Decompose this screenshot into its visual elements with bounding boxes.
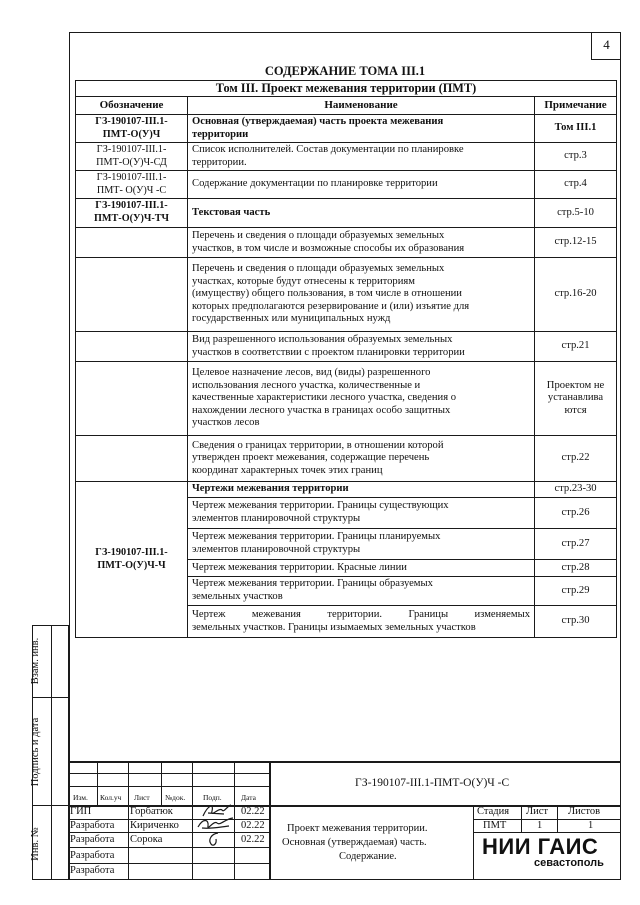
table-row xyxy=(76,482,617,498)
table-row xyxy=(76,199,617,228)
note-cell: стр.16-20 xyxy=(535,258,617,332)
designation-cell xyxy=(76,362,188,436)
note-cell: стр.26 xyxy=(535,498,617,529)
name-cell: Вид разрешенного использования образуемых земельных участков в соответствии с проектом планировки территории xyxy=(188,332,535,362)
note-cell: стр.28 xyxy=(535,560,617,577)
sheet-header: Лист xyxy=(526,806,548,817)
signer-name: Кириченко xyxy=(130,820,179,831)
name-cell: Содержание документации по планировке территории xyxy=(188,171,535,199)
volume-header: Том III. Проект межевания территории (ПМТ) xyxy=(76,81,617,97)
company-logo xyxy=(482,834,612,872)
designation-cell xyxy=(76,258,188,332)
column-header-note: Примечание xyxy=(535,97,617,115)
revision-header-sheet: Лист xyxy=(134,793,150,802)
revision-header-doc-number: №док. xyxy=(165,793,186,802)
signer-date: 02.22 xyxy=(241,806,265,817)
note-cell: стр.12-15 xyxy=(535,228,617,258)
sheet-value: 1 xyxy=(537,820,543,831)
designation-cell xyxy=(76,332,188,362)
document-name-line: Содержание. xyxy=(339,851,397,862)
name-cell: Целевое назначение лесов, вид (виды) разрешенного использования лесного участка, количественные и качественные характеристики лесного участка, сведения о нахождении лесного участка в границах особо защитных участков лесов xyxy=(188,362,535,436)
signer-role: ГИП xyxy=(70,806,92,817)
document-code: ГЗ-190107-III.1-ПМТ-О(У)Ч -С xyxy=(355,777,510,789)
designation-cell: ГЗ-190107-III.1- ПМТ- О(У)Ч -С xyxy=(76,171,188,199)
table-row xyxy=(76,436,617,482)
name-cell: Текстовая часть xyxy=(188,199,535,228)
table-row xyxy=(76,115,617,143)
note-cell: стр.3 xyxy=(535,143,617,171)
note-cell: стр.5-10 xyxy=(535,199,617,228)
revision-header-date: Дата xyxy=(241,793,256,802)
designation-cell: ГЗ-190107-III.1- ПМТ-О(У)Ч xyxy=(76,115,188,143)
logo-main-text: НИИ ГАИС xyxy=(482,834,599,859)
note-cell: стр.4 xyxy=(535,171,617,199)
page-number: 4 xyxy=(591,32,621,60)
signer-date: 02.22 xyxy=(241,820,265,831)
table-row xyxy=(76,228,617,258)
name-cell: Чертежи межевания территории xyxy=(188,482,535,498)
sheets-header: Листов xyxy=(568,806,601,817)
replacement-inventory-label: Взам. инв. xyxy=(30,637,41,685)
note-cell: стр.22 xyxy=(535,436,617,482)
note-cell: Проектом не устанавлива ются xyxy=(535,362,617,436)
note-cell: Том III.1 xyxy=(535,115,617,143)
signer-role: Разработа xyxy=(70,834,115,845)
note-cell: стр.27 xyxy=(535,529,617,560)
revision-header-signature: Подп. xyxy=(203,793,222,802)
name-cell: Чертеж межевания территории. Границы образуемых земельных участков xyxy=(188,577,535,606)
signer-role: Разработа xyxy=(70,820,115,831)
signer-role: Разработа xyxy=(70,850,115,861)
stage-value: ПМТ xyxy=(483,820,507,831)
table-row xyxy=(76,362,617,436)
revision-header-change: Изм. xyxy=(73,793,88,802)
note-cell: стр.30 xyxy=(535,606,617,638)
note-cell: стр.21 xyxy=(535,332,617,362)
table-row xyxy=(76,171,617,199)
column-header-designation: Обозначение xyxy=(76,97,188,115)
designation-cell xyxy=(76,436,188,482)
document-name-line: Основная (утверждаемая) часть. xyxy=(282,837,427,848)
table-row xyxy=(76,143,617,171)
name-cell: Чертеж межевания территории. Границы изменяемых земельных участков. Границы изымаемых земельных участков xyxy=(188,606,535,638)
signature-soroka xyxy=(203,831,225,849)
document-name-line: Проект межевания территории. xyxy=(287,823,428,834)
signer-role: Разработа xyxy=(70,865,115,876)
signer-date: 02.22 xyxy=(241,834,265,845)
inventory-number-label: Инв. № xyxy=(30,827,41,861)
name-cell: Чертеж межевания территории. Границы существующих элементов планировочной структуры xyxy=(188,498,535,529)
designation-cell: ГЗ-190107-III.1- ПМТ-О(У)Ч-ТЧ xyxy=(76,199,188,228)
signer-name: Сорока xyxy=(130,834,163,845)
name-cell: Перечень и сведения о площади образуемых земельных участках, которые будут отнесены к территориям (имуществу) общего пользования, в том числе в отношении которых предполагаются резервирование и (или) изъятие для государственных или муниципальных нужд xyxy=(188,258,535,332)
revision-header-count: Кол.уч xyxy=(100,793,122,802)
name-cell: Перечень и сведения о площади образуемых земельных участков, в том числе и возможные способы их образования xyxy=(188,228,535,258)
note-cell: стр.29 xyxy=(535,577,617,606)
table-row xyxy=(76,258,617,332)
logo-sub-text: севастополь xyxy=(534,857,604,869)
sheets-value: 1 xyxy=(588,820,594,831)
note-cell: стр.23-30 xyxy=(535,482,617,498)
document-title: СОДЕРЖАНИЕ ТОМА III.1 xyxy=(264,64,426,78)
signature-date-label: Подпись и дата xyxy=(30,717,41,787)
designation-cell xyxy=(76,228,188,258)
stage-header: Стадия xyxy=(477,806,510,817)
name-cell: Чертеж межевания территории. Границы планируемых элементов планировочной структуры xyxy=(188,529,535,560)
contents-table xyxy=(75,80,617,638)
name-cell: Список исполнителей. Состав документации по планировке территории. xyxy=(188,143,535,171)
name-cell: Основная (утверждаемая) часть проекта межевания территории xyxy=(188,115,535,143)
signer-name: Горбатюк xyxy=(130,806,173,817)
designation-cell: ГЗ-190107-III.1- ПМТ-О(У)Ч-СД xyxy=(76,143,188,171)
table-row xyxy=(76,332,617,362)
designation-cell: ГЗ-190107-III.1- ПМТ-О(У)Ч-Ч xyxy=(76,482,188,638)
name-cell: Чертеж межевания территории. Красные линии xyxy=(188,560,535,577)
column-header-name: Наименование xyxy=(188,97,535,115)
name-cell: Сведения о границах территории, в отношении которой утвержден проект межевания, содержащие перечень координат характерных точек этих границ xyxy=(188,436,535,482)
